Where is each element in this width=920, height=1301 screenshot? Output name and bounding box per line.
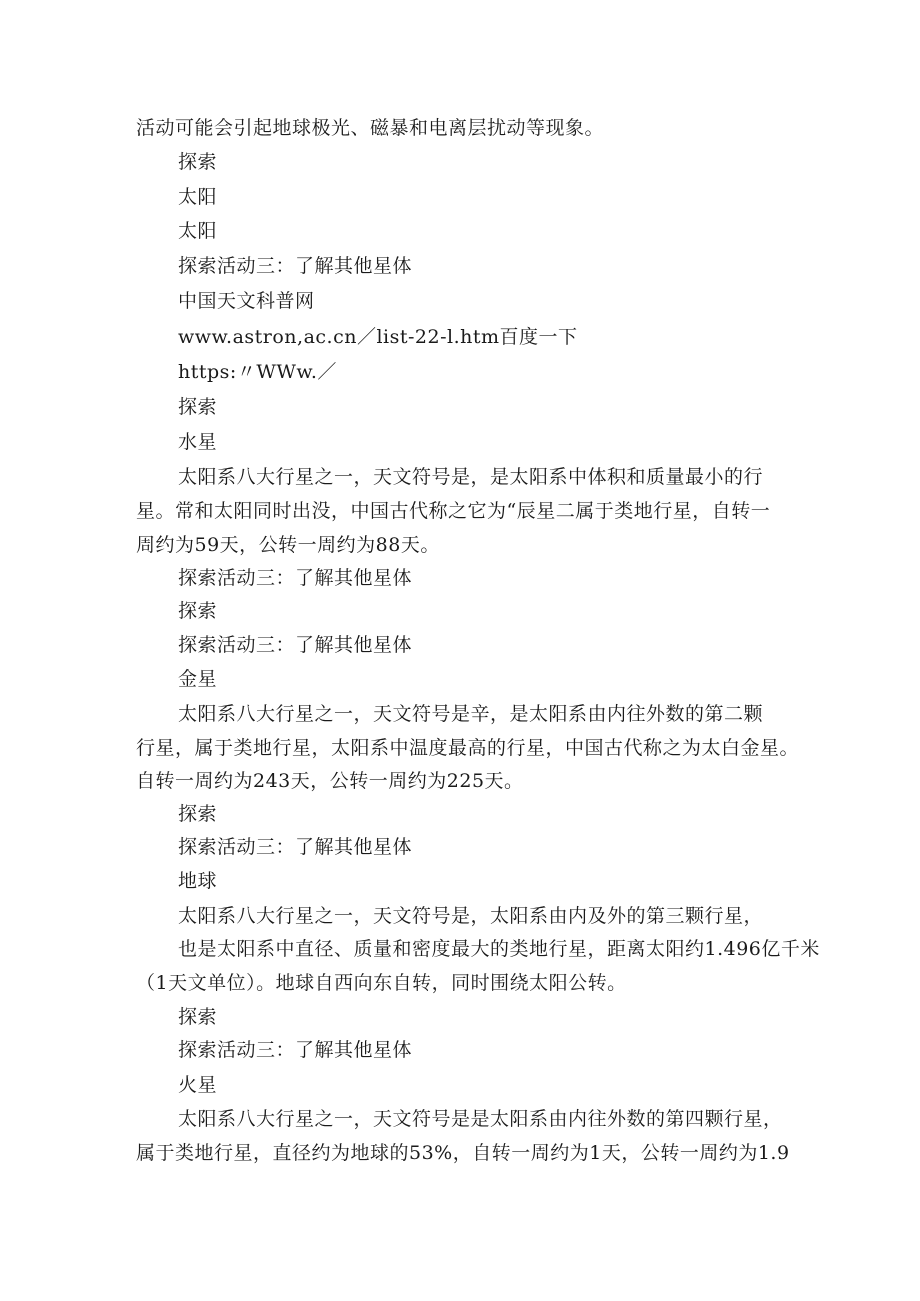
heading-explore: 探索 bbox=[178, 1006, 218, 1028]
paragraph-line: 太阳系八大行星之一，天文符号是是太阳系由内往外数的第四颗行星， bbox=[178, 1108, 783, 1130]
paragraph-line: 自转一周约为243天，公转一周约为225天。 bbox=[136, 770, 524, 792]
paragraph-line: 太阳系八大行星之一，天文符号是，是太阳系中体积和质量最小的行 bbox=[178, 466, 764, 488]
activity-title: 探索活动三：了解其他星体 bbox=[178, 567, 413, 589]
paragraph-line: 属于类地行星，直径约为地球的53%，自转一周约为1天，公转一周约为1.9 bbox=[136, 1142, 790, 1164]
heading-explore: 探索 bbox=[178, 600, 218, 622]
activity-title: 探索活动三：了解其他星体 bbox=[178, 634, 413, 656]
paragraph-line: （1天文单位）。地球自西向东自转，同时围绕太阳公转。 bbox=[136, 972, 627, 994]
paragraph-line: 周约为59天，公转一周约为88天。 bbox=[136, 534, 440, 556]
heading-explore: 探索 bbox=[178, 803, 218, 825]
heading-explore: 探索 bbox=[178, 396, 218, 418]
paragraph-line: 也是太阳系中直径、质量和密度最大的类地行星，距离太阳约1.496亿千米 bbox=[178, 938, 820, 960]
activity-title: 探索活动三：了解其他星体 bbox=[178, 836, 413, 858]
site-name: 中国天文科普网 bbox=[178, 290, 315, 312]
activity-title: 探索活动三：了解其他星体 bbox=[178, 1039, 413, 1061]
paragraph-line: 行星，属于类地行星，太阳系中温度最高的行星，中国古代称之为太白金星。 bbox=[136, 737, 800, 759]
heading-mercury: 水星 bbox=[178, 431, 218, 453]
site-url: www.astron,ac.cn／list-22-l.htm百度一下 bbox=[178, 326, 578, 348]
heading-sun: 太阳 bbox=[178, 220, 218, 242]
paragraph-line: 星。常和太阳同时出没，中国古代称之它为“辰星二属于类地行星，自转一 bbox=[136, 500, 771, 522]
heading-sun: 太阳 bbox=[178, 186, 218, 208]
site-url: https:〃WWw.／ bbox=[178, 361, 337, 383]
paragraph-line: 太阳系八大行星之一，天文符号是辛，是太阳系由内往外数的第二颗 bbox=[178, 703, 764, 725]
heading-earth: 地球 bbox=[178, 870, 218, 892]
heading-mars: 火星 bbox=[178, 1074, 218, 1096]
activity-title: 探索活动三：了解其他星体 bbox=[178, 255, 413, 277]
text-line: 活动可能会引起地球极光、磁暴和电离层扰动等现象。 bbox=[136, 117, 605, 139]
heading-venus: 金星 bbox=[178, 668, 218, 690]
paragraph-line: 太阳系八大行星之一，天文符号是，太阳系由内及外的第三颗行星， bbox=[178, 905, 764, 927]
heading-explore: 探索 bbox=[178, 151, 218, 173]
